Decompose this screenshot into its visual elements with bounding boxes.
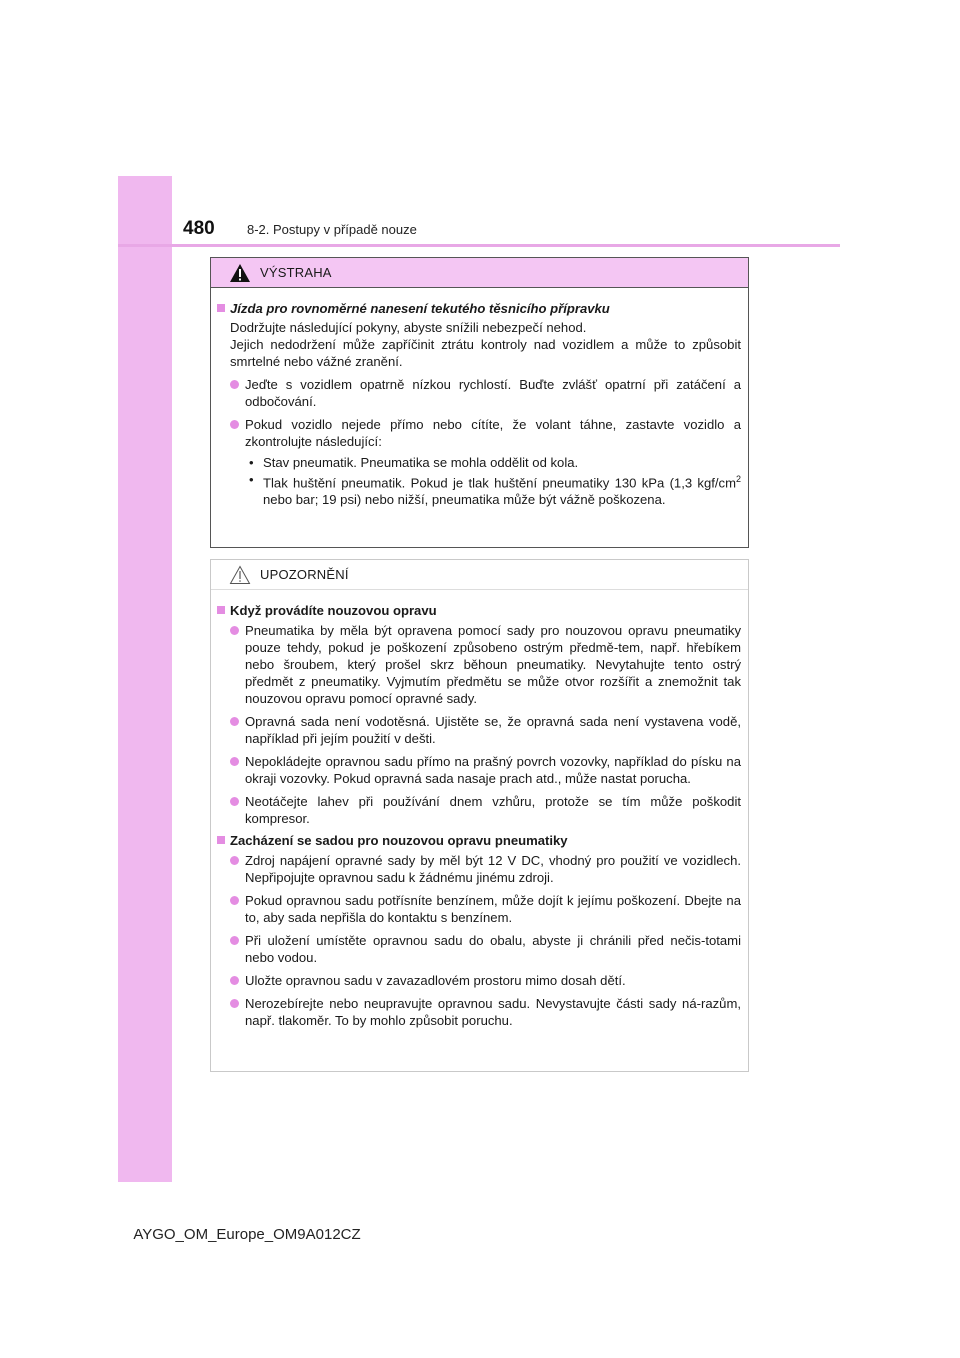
tire-pressure-text: Tlak huštění pneumatik. Pokud je tlak huštění pneumatiky 130 kPa (1,3 kgf/cm [263, 475, 736, 491]
list-item-text: Neotáčejte lahev při používání dnem vzhůru, protože se tím může poškodit kompresor. [245, 794, 741, 826]
caution-box [210, 559, 749, 1072]
list-item [217, 995, 741, 1029]
round-bullet-icon [230, 856, 239, 865]
warning-intro-2: Jejich nedodržení může zapříčinit ztrátu kontroly nad vozidlem a může to způsobit smrtelné nebo vážné zranění. [230, 337, 741, 369]
sub-bullet-mark: • [249, 455, 254, 470]
warning-triangle-icon [229, 263, 251, 283]
round-bullet-icon [230, 626, 239, 635]
warning-heading [217, 300, 741, 317]
warning-box [210, 257, 749, 548]
list-item [217, 932, 741, 966]
list-item-text: Zdroj napájení opravné sady by měl být 12 V DC, vhodný pro použití ve vozidlech. Nepřipojujte opravnou sadu k žádnému jinému zdroji. [245, 853, 741, 885]
list-item-text: Pokud opravnou sadu potřísníte benzínem, může dojít k jejímu poškození. Dbejte na to, aby sada nepřišla do kontaktu s benzínem. [245, 893, 741, 925]
list-item [217, 713, 741, 747]
round-bullet-icon [230, 999, 239, 1008]
list-item-text: Jeďte s vozidlem opatrně nízkou rychlostí. Buďte zvlášť opatrní při zatáčení a odbočování. [245, 377, 741, 409]
footer [0, 1226, 960, 1243]
page-number: 480 [183, 218, 215, 239]
sub-list-item-text: Stav pneumatik. Pneumatika se mohla oddělit od kola. [263, 455, 579, 470]
list-item [217, 793, 741, 827]
sub-list-item [217, 454, 741, 471]
side-tab-strip [118, 176, 172, 1182]
round-bullet-icon [230, 797, 239, 806]
list-item-text: Při uložení umístěte opravnou sadu do obalu, abyste ji chránili před nečis-totami nebo vodou. [245, 933, 741, 965]
square-bullet-icon [217, 836, 225, 844]
list-item [217, 892, 741, 926]
list-item [217, 416, 741, 450]
list-item-text: Nepokládejte opravnou sadu přímo na prašný povrch vozovky, například do písku na okraji vozovky. Pokud opravná sada nasaje prach atd., může nastat porucha. [245, 754, 741, 786]
sub-list-item [217, 471, 741, 508]
list-item-text: Opravná sada není vodotěsná. Ujistěte se, že opravná sada není vystavena vodě, například při jejím použití v dešti. [245, 714, 741, 746]
caution-content [211, 590, 748, 1029]
caution-title: UPOZORNĚNÍ [260, 567, 349, 582]
round-bullet-icon [230, 976, 239, 985]
list-item-text: Pokud vozidlo nejede přímo nebo cítíte, že volant táhne, zastavte vozidlo a zkontrolujte následující: [245, 417, 741, 449]
list-item [217, 753, 741, 787]
warning-heading-text: Jízda pro rovnoměrné nanesení tekutého těsnicího přípravku [230, 301, 610, 316]
warning-header [211, 258, 748, 288]
caution-header [211, 560, 748, 590]
caution-triangle-icon [229, 565, 251, 585]
caution-heading-2 [217, 832, 741, 849]
round-bullet-icon [230, 757, 239, 766]
list-item [217, 376, 741, 410]
list-item [217, 622, 741, 707]
sub-bullet-mark: • [249, 472, 254, 487]
caution-heading-1 [217, 602, 741, 619]
caution-heading-text: Když provádíte nouzovou opravu [230, 603, 437, 618]
superscript: 2 [735, 474, 741, 484]
warning-intro-1: Dodržujte následující pokyny, abyste snížili nebezpečí nehod. [230, 320, 587, 335]
section-title: 8-2. Postupy v případě nouze [247, 222, 417, 237]
sub-list-item-text [263, 471, 741, 508]
square-bullet-icon [217, 304, 225, 312]
caution-heading-text: Zacházení se sadou pro nouzovou opravu pneumatiky [230, 833, 568, 848]
list-item-text: Uložte opravnou sadu v zavazadlovém prostoru mimo dosah dětí. [245, 973, 626, 988]
list-item [217, 972, 741, 989]
list-item-text: Pneumatika by měla být opravena pomocí sady pro nouzovou opravu pneumatiky pouze tehdy, pokud je poškození způsobeno ostrým předmě-tem, např. hřebíkem nebo šroubem, který prošel skrz běhoun pneumatiky. Nevytahujte tento ostrý předmět z pneumatiky. Vyjmutím předmětu se může otvor rozšířit a znemožnit tak nouzovou opravu pomocí opravné sady. [245, 623, 741, 706]
warning-title: VÝSTRAHA [260, 265, 332, 280]
list-item-text: Nerozebírejte nebo neupravujte opravnou sadu. Nevystavujte části sady ná-razům, např. tlakoměr. To by mohlo způsobit poruchu. [245, 996, 741, 1028]
round-bullet-icon [230, 420, 239, 429]
round-bullet-icon [230, 896, 239, 905]
document-code: AYGO_OM_Europe_OM9A012CZ [133, 1226, 361, 1243]
round-bullet-icon [230, 717, 239, 726]
warning-content [211, 288, 748, 508]
round-bullet-icon [230, 936, 239, 945]
tire-pressure-text-cont: nebo bar; 19 psi) nebo nižší, pneumatika může být vážně poškozena. [263, 492, 666, 508]
header-rule [118, 244, 840, 247]
list-item [217, 852, 741, 886]
round-bullet-icon [230, 380, 239, 389]
square-bullet-icon [217, 606, 225, 614]
